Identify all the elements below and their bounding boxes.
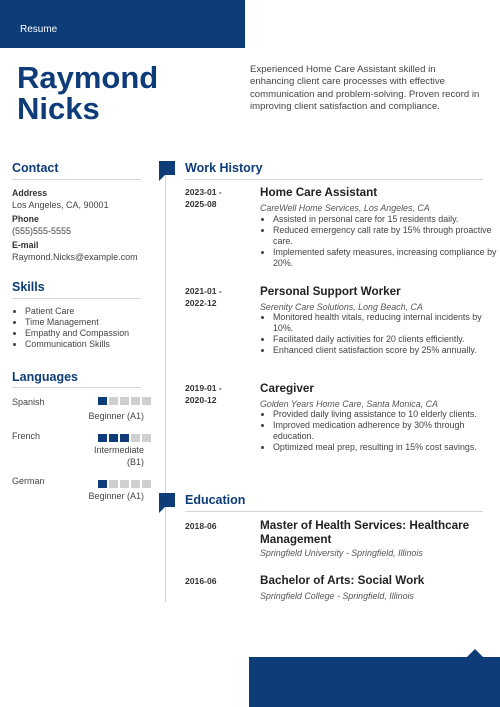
job-bullet: • Reduced emergency call rate by 15% through proactive care. [273,225,500,247]
skills-title: Skills [12,280,45,294]
job-bullet: • Optimized meal prep, resulting in 15% cost savings. [273,442,500,453]
language-name: French [12,431,41,441]
education-title: Education [185,493,246,507]
rating-segment-empty [120,480,129,488]
rating-segment-empty [131,397,140,405]
rating-segment-filled [109,434,118,442]
education-school: Springfield University - Springfield, Illinois [260,548,423,558]
job-bullets [260,312,500,356]
rating-segment-empty [120,397,129,405]
rating-segment-empty [131,480,140,488]
phone-label: Phone [12,214,39,224]
language-name: German [12,476,45,486]
professional-summary: Experienced Home Care Assistant skilled in enhancing client care processes with effective communication and problem-solving. Proven record in improving client satisfaction and compliance. [250,64,480,113]
job-dates: 2019-01 - 2020-12 [185,383,222,406]
candidate-name [17,62,158,124]
job-bullet: • Enhanced client satisfaction score by 25% annually. [273,345,500,356]
job-company: CareWell Home Services, Los Angeles, CA [260,203,430,213]
language-rating-bar [98,397,153,405]
contact-rule [12,179,141,180]
education-rule [185,511,483,512]
rating-segment-empty [142,434,151,442]
job-bullet: • Assisted in personal care for 15 residents daily. [273,214,500,225]
bottom-decoration-block [249,657,500,707]
education-degree: Master of Health Services: Healthcare Management [260,519,470,546]
address-label: Address [12,188,48,198]
resume-label: Resume [20,24,58,35]
languages-title: Languages [12,370,78,384]
first-name: Raymond [17,60,159,95]
job-company: Serenity Care Solutions, Long Beach, CA [260,302,423,312]
education-date: 2018-06 [185,521,217,531]
language-level: Beginner (A1) [88,411,144,421]
skill-item: • Communication Skills [25,339,129,350]
language-level: Beginner (A1) [88,491,144,501]
header-banner [0,0,245,48]
skill-item: • Time Management [25,317,129,328]
work-history-rule [185,179,483,180]
education-school: Springfield College - Springfield, Illinois [260,591,414,601]
job-bullet: • Facilitated daily activities for 20 clients efficiently. [273,334,500,345]
phone-value: (555)555-5555 [12,226,72,236]
education-flag-icon [159,493,175,507]
contact-title: Contact [12,161,59,175]
job-company: Golden Years Home Care, Santa Monica, CA [260,399,438,409]
bottom-notch-decoration [467,649,483,657]
rating-segment-empty [142,480,151,488]
job-dates: 2023-01 - 2025-08 [185,187,222,210]
address-value: Los Angeles, CA, 90001 [12,200,109,210]
language-level: Intermediate (B1) [93,445,144,467]
job-title: Caregiver [260,382,314,395]
rating-segment-filled [98,480,107,488]
rating-segment-empty [131,434,140,442]
skills-rule [12,298,141,299]
last-name: Nicks [17,91,100,126]
education-date: 2016-06 [185,576,217,586]
skill-item: • Patient Care [25,306,129,317]
skills-list [12,306,129,350]
rating-segment-empty [109,480,118,488]
job-bullets [260,409,500,453]
rating-segment-filled [98,397,107,405]
job-dates: 2021-01 - 2022-12 [185,286,222,309]
job-bullet: • Provided daily living assistance to 10 elderly clients. [273,409,500,420]
job-bullet: • Improved medication adherence by 30% through education. [273,420,500,442]
language-name: Spanish [12,397,45,407]
job-bullets [260,214,500,269]
language-rating-bar [98,434,153,442]
job-title: Personal Support Worker [260,285,401,298]
job-title: Home Care Assistant [260,186,378,199]
job-bullet: • Monitored health vitals, reducing internal incidents by 10%. [273,312,500,334]
rating-segment-filled [98,434,107,442]
work-history-flag-icon [159,161,175,175]
timeline-line [165,174,166,602]
education-degree: Bachelor of Arts: Social Work [260,574,425,587]
rating-segment-filled [120,434,129,442]
rating-segment-empty [109,397,118,405]
rating-segment-empty [142,397,151,405]
language-rating-bar [98,480,153,488]
work-history-title: Work History [185,161,263,175]
languages-rule [12,387,141,388]
job-bullet: • Implemented safety measures, increasing compliance by 20%. [273,247,500,269]
skill-item: • Empathy and Compassion [25,328,129,339]
email-value[interactable]: Raymond.Nicks@example.com [12,252,138,262]
email-label: E-mail [12,240,39,250]
